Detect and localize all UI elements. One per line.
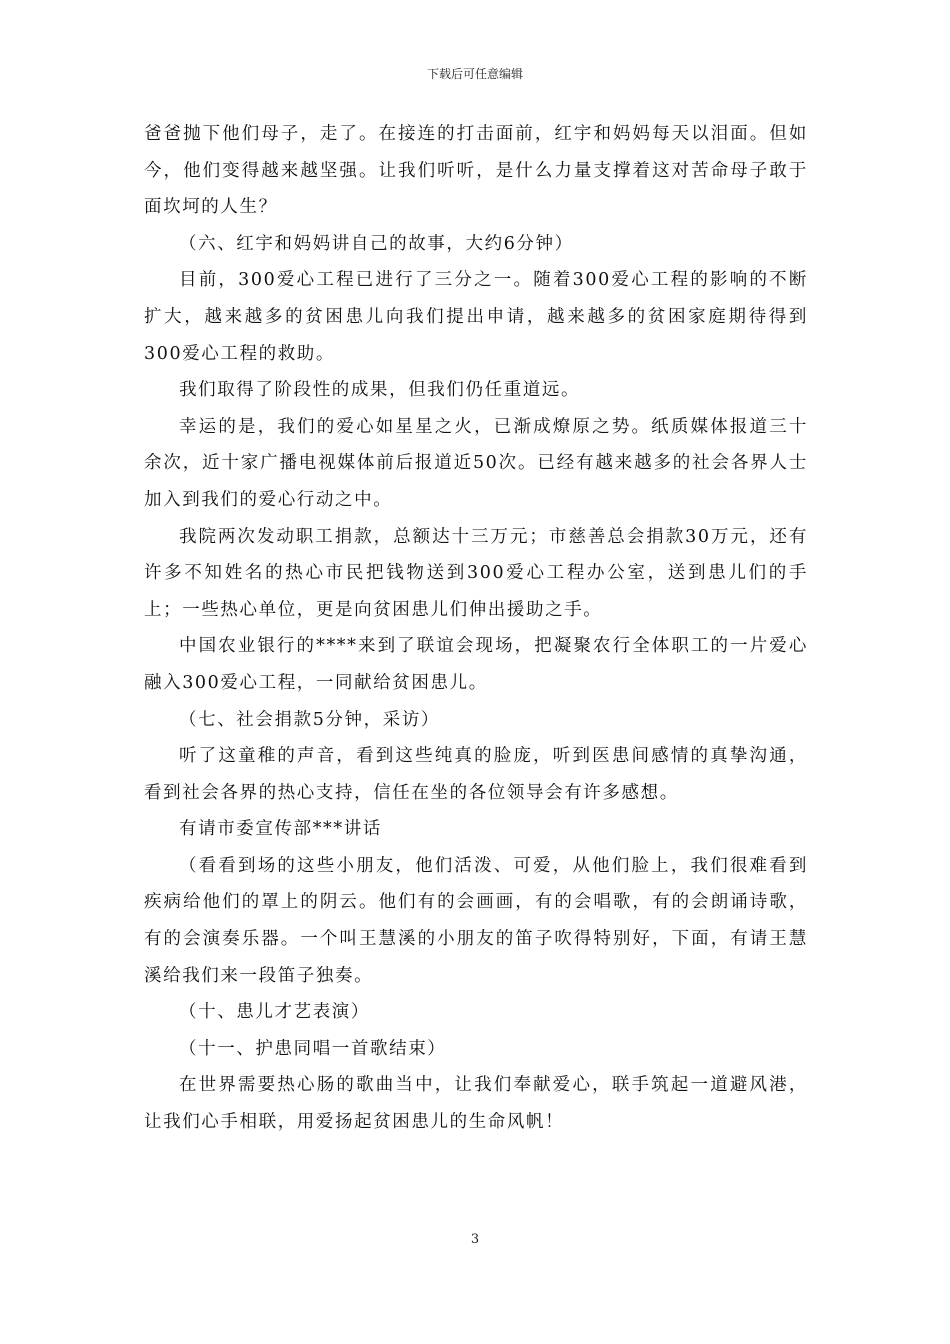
paragraph: 幸运的是，我们的爱心如星星之火，已渐成燎原之势。纸质媒体报道三十余次，近十家广播电视媒体前后报道近50次。已经有越来越多的社会各界人士加入到我们的爱心行动之中。 [144, 416, 808, 510]
document-body [144, 116, 808, 1141]
paragraph: 中国农业银行的****来到了联谊会现场，把凝聚农行全体职工的一片爱心融入300爱心工程，一同献给贫困患儿。 [144, 636, 808, 693]
paragraph: （七、社会捐款5分钟，采访） [179, 709, 441, 730]
paragraph: 爸爸抛下他们母子，走了。在接连的打击面前，红宇和妈妈每天以泪面。但如今，他们变得越来越坚强。让我们听听，是什么力量支撑着这对苦命母子敢于面坎坷的人生？ [144, 124, 808, 218]
paragraph: 听了这童稚的声音，看到这些纯真的脸庞，听到医患间感情的真挚沟通，看到社会各界的热心支持，信任在坐的各位领导会有许多感想。 [144, 746, 808, 803]
paragraph: （十一、护患同唱一首歌结束） [179, 1038, 447, 1059]
paragraph: 我院两次发动职工捐款，总额达十三万元；市慈善总会捐款30万元，还有许多不知姓名的热心市民把钱物送到300爱心工程办公室，送到患儿们的手上；一些热心单位，更是向贫困患儿们伸出援助之手。 [144, 526, 808, 620]
paragraph: （六、红宇和妈妈讲自己的故事，大约6分钟） [179, 233, 574, 254]
paragraph: （十、患儿才艺表演） [179, 1002, 370, 1023]
paragraph: 有请市委宣传部***讲话 [179, 819, 382, 840]
page-number: 3 [470, 1232, 480, 1247]
paragraph: （看看到场的这些小朋友，他们活泼、可爱，从他们脸上，我们很难看到疾病给他们的罩上的阴云。他们有的会画画，有的会唱歌，有的会朗诵诗歌，有的会演奏乐器。一个叫王慧溪的小朋友的笛子吹得特别好，下面，有请王慧溪给我们来一段笛子独奏。 [144, 855, 808, 986]
paragraph: 我们取得了阶段性的成果，但我们仍任重道远。 [179, 380, 581, 401]
page-header: 下载后可任意编辑 [426, 67, 523, 81]
paragraph: 在世界需要热心肠的歌曲当中，让我们奉献爱心，联手筑起一道避风港，让我们心手相联，用爱扬起贫困患儿的生命风帆！ [144, 1075, 808, 1133]
paragraph: 目前，300爱心工程已进行了三分之一。随着300爱心工程的影响的不断扩大，越来越多的贫困患儿向我们提出申请，越来越多的贫困家庭期待得到300爱心工程的救助。 [144, 270, 808, 364]
